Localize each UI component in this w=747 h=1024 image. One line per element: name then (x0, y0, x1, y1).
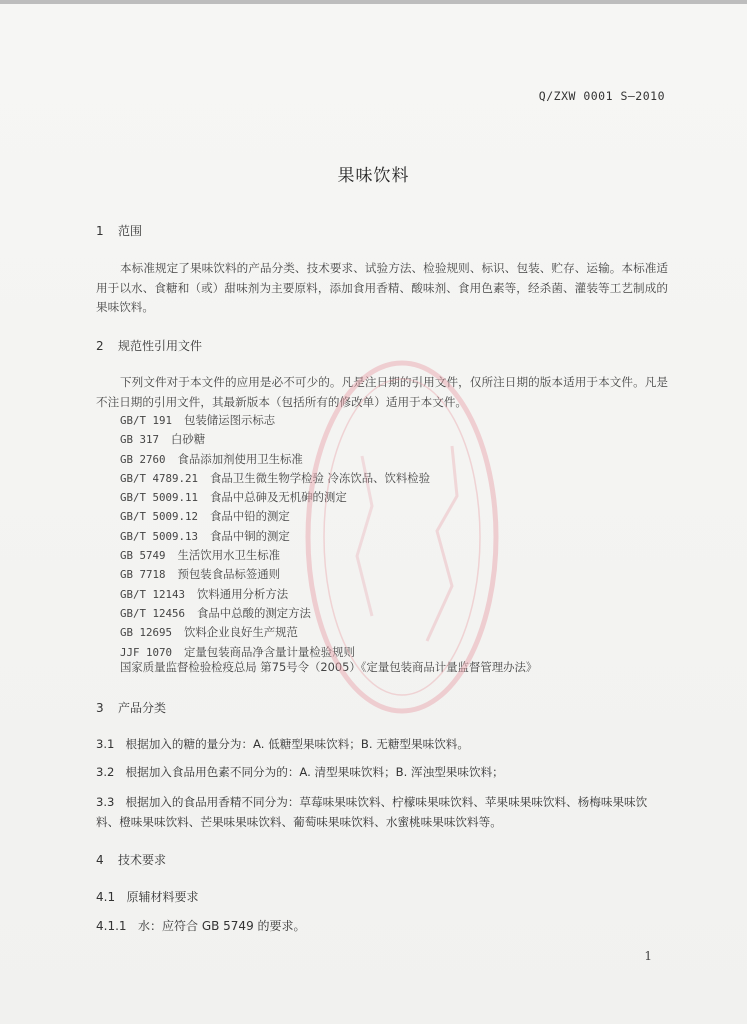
reference-item: GB 5749 生活饮用水卫生标准 (120, 548, 281, 563)
subsection-4-1-heading: 4.1 原辅材料要求 (96, 890, 199, 904)
section-title: 产品分类 (118, 701, 167, 715)
references-intro: 下列文件对于本文件的应用是必不可少的。凡是注日期的引用文件，仅所注日期的版本适用于本文件。凡是不注日期的引用文件，其最新版本（包括所有的修改单）适用于本文件。 (96, 375, 668, 409)
reference-item: GB/T 191 包装储运图示标志 (120, 413, 276, 427)
standard-code: Q/ZXW 0001 S—2010 (538, 89, 665, 103)
section-number: 1 (96, 224, 104, 238)
page-number: 1 (644, 949, 652, 963)
clause-4-1-1: 4.1.1 水：应符合 GB 5749 的要求。 (96, 919, 306, 933)
reference-item: GB/T 12143 饮料通用分析方法 (120, 586, 289, 601)
clause-3-1: 3.1 根据加入的糖的量分为：A. 低糖型果味饮料；B. 无糖型果味饮料。 (96, 737, 469, 751)
reference-item: GB 317 白砂糖 (120, 432, 206, 447)
reference-item: JJF 1070 定量包装商品净含量计量检验规则 (120, 644, 355, 659)
reference-item: GB 2760 食品添加剂使用卫生标准 (120, 451, 303, 466)
reference-item: GB/T 5009.12 食品中铅的测定 (120, 509, 290, 524)
document-title: 果味饮料 (337, 166, 410, 186)
section-title: 技术要求 (118, 853, 167, 867)
reference-item: GB/T 4789.21 食品卫生微生物学检验 冷冻饮品、饮料检验 (120, 470, 431, 485)
section-1-heading (96, 222, 142, 239)
section-number: 4 (96, 853, 104, 867)
section-number: 3 (96, 701, 104, 715)
reference-item: GB/T 5009.13 食品中铜的测定 (120, 528, 290, 543)
section-2-heading (96, 337, 202, 354)
clause-3-3: 3.3 根据加入的食品用香精不同分为：草莓味果味饮料、柠檬味果味饮料、苹果味果味饮料、杨梅味果味饮料、橙味果味饮料、芒果味果味饮料、葡萄味果味饮料、水蜜桃味果味饮料等。 (96, 795, 648, 829)
section-number: 2 (96, 339, 104, 353)
scope-paragraph: 本标准规定了果味饮料的产品分类、技术要求、试验方法、检验规则、标识、包装、贮存、运输。本标准适用于以水、食糖和（或）甜味剂为主要原料，添加食用香精、酸味剂、食用色素等，经杀菌、灌装等工艺制成的果味饮料。 (96, 261, 668, 314)
reference-item: GB/T 5009.11 食品中总砷及无机砷的测定 (120, 490, 347, 505)
reference-list (120, 411, 430, 662)
section-title: 范围 (118, 224, 143, 238)
scan-edge (0, 0, 747, 4)
reference-regulation: 国家质量监督检验检疫总局 第75号令（2005）《定量包装商品计量监督管理办法》 (120, 660, 538, 674)
reference-item: GB 12695 饮料企业良好生产规范 (120, 625, 298, 640)
reference-item: GB 7718 预包装食品标签通则 (120, 567, 281, 582)
section-3-heading (96, 699, 166, 716)
section-4-heading (96, 851, 166, 868)
section-title: 规范性引用文件 (118, 339, 203, 353)
clause-3-2: 3.2 根据加入食品用色素不同分为的：A. 清型果味饮料；B. 浑浊型果味饮料； (96, 765, 504, 779)
reference-item: GB/T 12456 食品中总酸的测定方法 (120, 605, 311, 620)
